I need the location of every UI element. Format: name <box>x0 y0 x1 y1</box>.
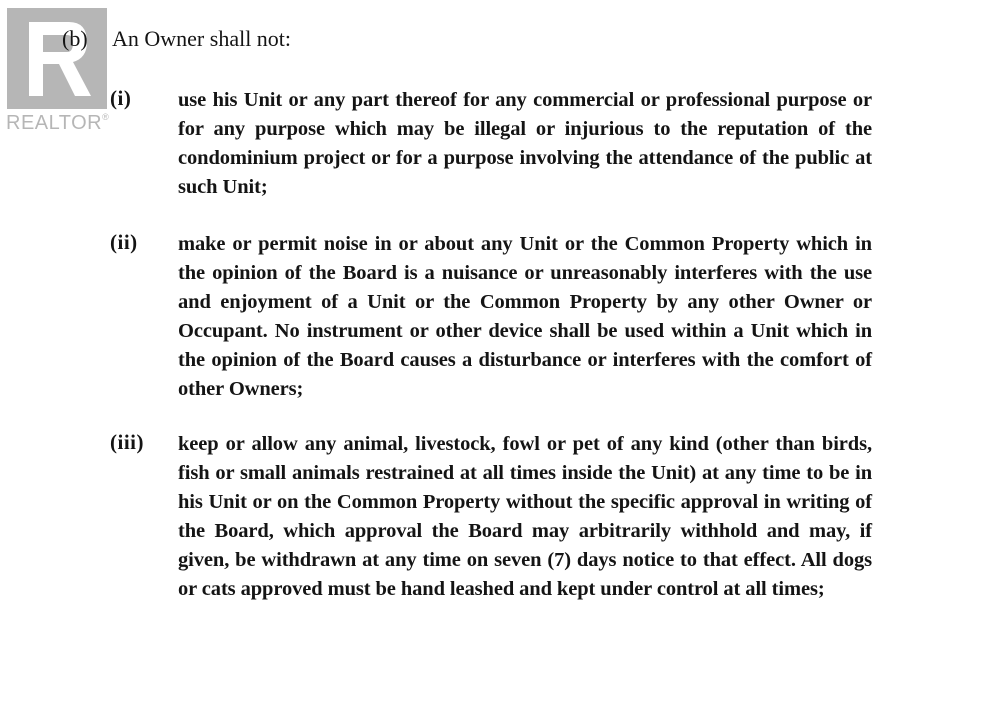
clause-text: use his Unit or any part thereof for any commercial or professional purpose or for any purpose which may be illegal or injurious to the reputation of the condominium project or for a purpose involving the attendance of the public at such Unit; <box>178 89 872 198</box>
clause-text: make or permit noise in or about any Unit or the Common Property which in the opinion of the Board is a nuisance or unreasonably interferes with the use and enjoyment of a Unit or the Common Property by any other Owner or Occupant. No instrument or other device shall be used within a Unit which in the opinion of the Board causes a disturbance or interferes with the comfort of other Owners; <box>178 233 872 400</box>
section-marker: (b) <box>62 26 88 51</box>
clause-marker: (ii) <box>110 230 138 254</box>
section-heading-text: An Owner shall not: <box>112 26 292 51</box>
registered-mark: ® <box>102 112 110 122</box>
section-heading <box>62 26 291 52</box>
realtor-wordmark: REALTOR <box>6 112 103 134</box>
clause-text: keep or allow any animal, livestock, fowl or pet of any kind (other than birds, fish or small animals restrained at all times inside the Unit) at any time to be in his Unit or on the Common Property without the specific approval in writing of the Board, which approval the Board may arbitrarily withhold and may, if given, be withdrawn at any time on seven (7) days notice to that effect. All dogs or cats approved must be hand leashed and kept under control at all times; <box>178 433 872 600</box>
realtor-logo-text <box>6 112 109 135</box>
clause-marker: (iii) <box>110 430 144 454</box>
clause-marker: (i) <box>110 86 132 110</box>
realtor-r-icon <box>7 8 107 109</box>
